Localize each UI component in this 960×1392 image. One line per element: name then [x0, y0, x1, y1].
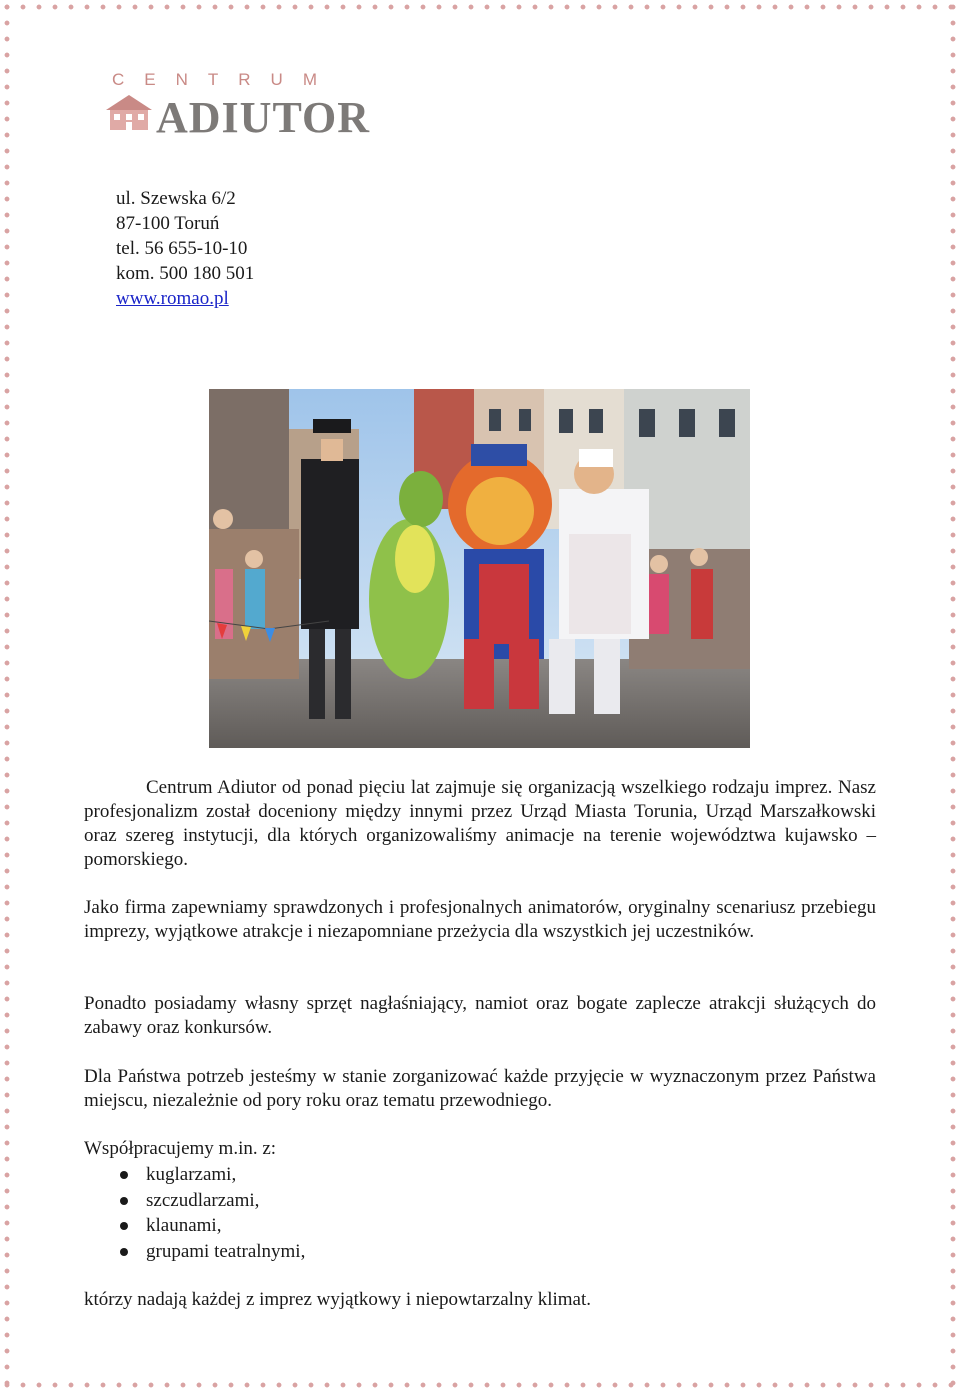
closing-text: którzy nadają każdej z imprez wyjątkowy i niepowtarzalny klimat. [84, 1289, 592, 1310]
house-icon [104, 92, 154, 132]
logo-adiutor-text: ADIUTOR [156, 93, 371, 142]
address-street: ul. Szewska 6/2 [116, 188, 236, 209]
floral-border-right [946, 0, 960, 1392]
paragraph-cooperate [84, 1137, 876, 1161]
floral-border-left [0, 0, 14, 1392]
paragraph-organize [84, 1065, 876, 1113]
firm-text: Jako firma zapewniamy sprawdzonych i profesjonalnych animatorów, oryginalny scenariusz przebiegu imprezy, wyjątkowe atrakcje i niezapomniane przeżycia dla wszystkich jej uczestników. [84, 897, 876, 942]
floral-border-top [0, 0, 960, 14]
website-link[interactable]: www.romao.pl [116, 288, 229, 309]
organize-text: Dla Państwa potrzeb jesteśmy w stanie zorganizować każde przyjęcie w wyznaczonym przez Państwa miejscu, niezależnie od pory roku oraz tematu przewodniego. [84, 1066, 876, 1111]
paragraph-firm [84, 896, 876, 944]
address-city: 87-100 Toruń [116, 213, 220, 234]
cooperate-text: Współpracujemy m.in. z: [84, 1138, 277, 1159]
logo-centrum-text: CENTRUM [112, 70, 337, 89]
equipment-text: Ponadto posiadamy własny sprzęt nagłaśniający, namiot oraz bogate zaplecze atrakcji służących do zabawy oraz konkursów. [84, 993, 876, 1038]
address-phone: tel. 56 655-10-10 [116, 238, 248, 259]
list-item: kuglarzami, [116, 1162, 305, 1188]
floral-border-bottom [0, 1378, 960, 1392]
list-item: grupami teatralnymi, [116, 1239, 305, 1265]
paragraph-closing [84, 1288, 876, 1312]
partners-list [116, 1162, 305, 1264]
address-block [116, 186, 254, 311]
paragraph-intro [84, 776, 876, 872]
event-photo [209, 389, 750, 748]
intro-text: Centrum Adiutor od ponad pięciu lat zajmuje się organizacją wszelkiego rodzaju imprez. Nasz profesjonalizm został doceniony między innymi przez Urząd Miasta Torunia, Urząd Marszałkowski oraz szereg instytucji, dla których organizowaliśmy animacje na terenie województwa kujawsko – pomorskiego. [84, 777, 876, 870]
paragraph-equipment [84, 992, 876, 1040]
centrum-adiutor-logo [104, 70, 404, 140]
address-mobile: kom. 500 180 501 [116, 263, 255, 284]
list-item: klaunami, [116, 1213, 305, 1239]
list-item: szczudlarzami, [116, 1188, 305, 1214]
parade-illustration [209, 389, 750, 748]
